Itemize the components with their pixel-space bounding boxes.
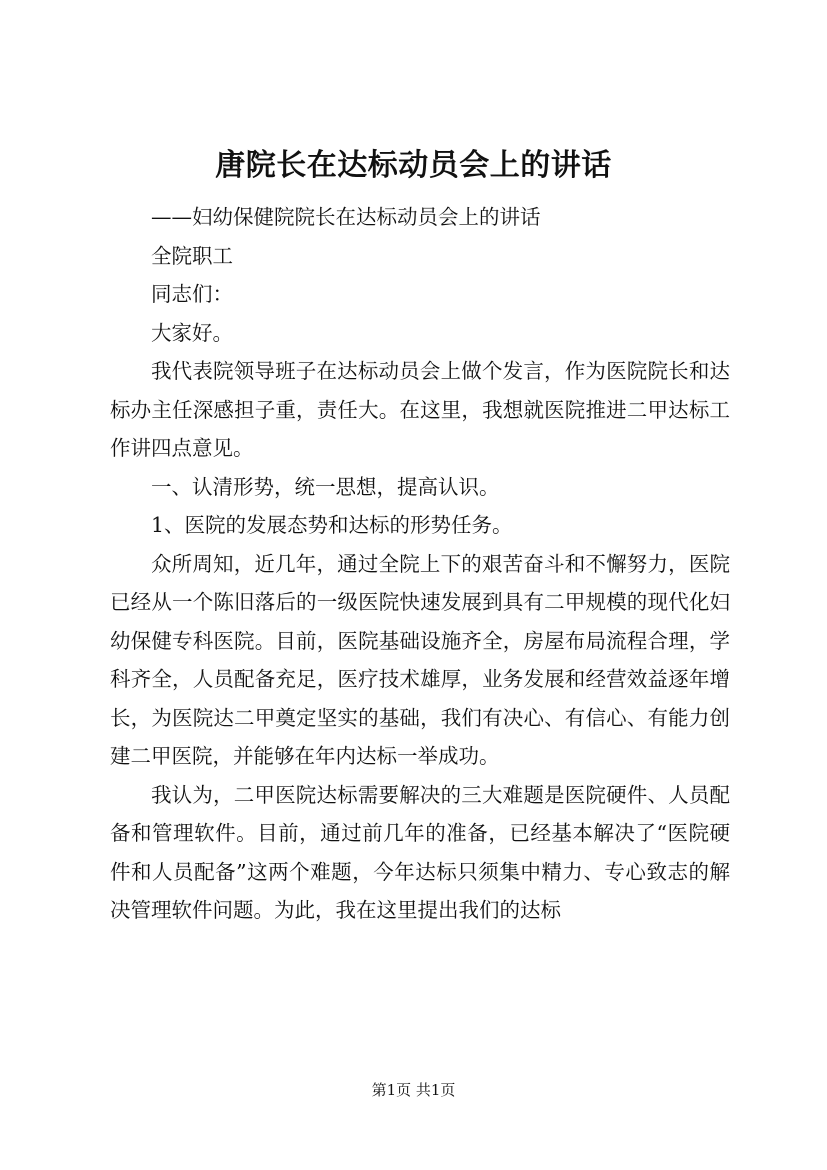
body-paragraph: 我代表院领导班子在达标动员会上做个发言，作为医院院长和达标办主任深感担子重，责任大。在这里，我想就医院推进二甲达标工作讲四点意见。 (110, 359, 730, 460)
subtitle-paragraph: ——妇幼保健院院长在达标动员会上的讲话 (151, 205, 541, 229)
body-paragraph: 众所周知，近几年，通过全院上下的艰苦奋斗和不懈努力，医院已经从一个陈旧落后的一级医院快速发展到具有二甲规模的现代化妇幼保健专科医院。目前，医院基础设施齐全，房屋布局流程合理，学科齐全，人员配备充足，医疗技术雄厚，业务发展和经营效益逐年增长，为医院达二甲奠定坚实的基础，我们有决心、有信心、有能力创建二甲医院，并能够在年内达标一举成功。 (110, 551, 730, 768)
addressee-paragraph: 全院职工 (151, 243, 233, 268)
greeting-paragraph: 大家好。 (151, 320, 233, 345)
section-heading: 一、认清形势，统一思想，提高认识。 (151, 474, 500, 499)
subsection-heading: 1、医院的发展态势和达标的形势任务。 (151, 513, 513, 537)
document-body (110, 198, 730, 930)
document-title: 唐院长在达标动员会上的讲话 (215, 148, 612, 183)
body-paragraph: 我认为，二甲医院达标需要解决的三大难题是医院硬件、人员配备和管理软件。目前，通过前几年的准备，已经基本解决了“医院硬件和人员配备”这两个难题，今年达标只须集中精力、专心致志的解决管理软件问题。为此，我在这里提出我们的达标 (110, 782, 730, 922)
salutation-paragraph: 同志们： (151, 282, 233, 306)
page-footer: 第1页 共1页 (371, 1081, 456, 1099)
